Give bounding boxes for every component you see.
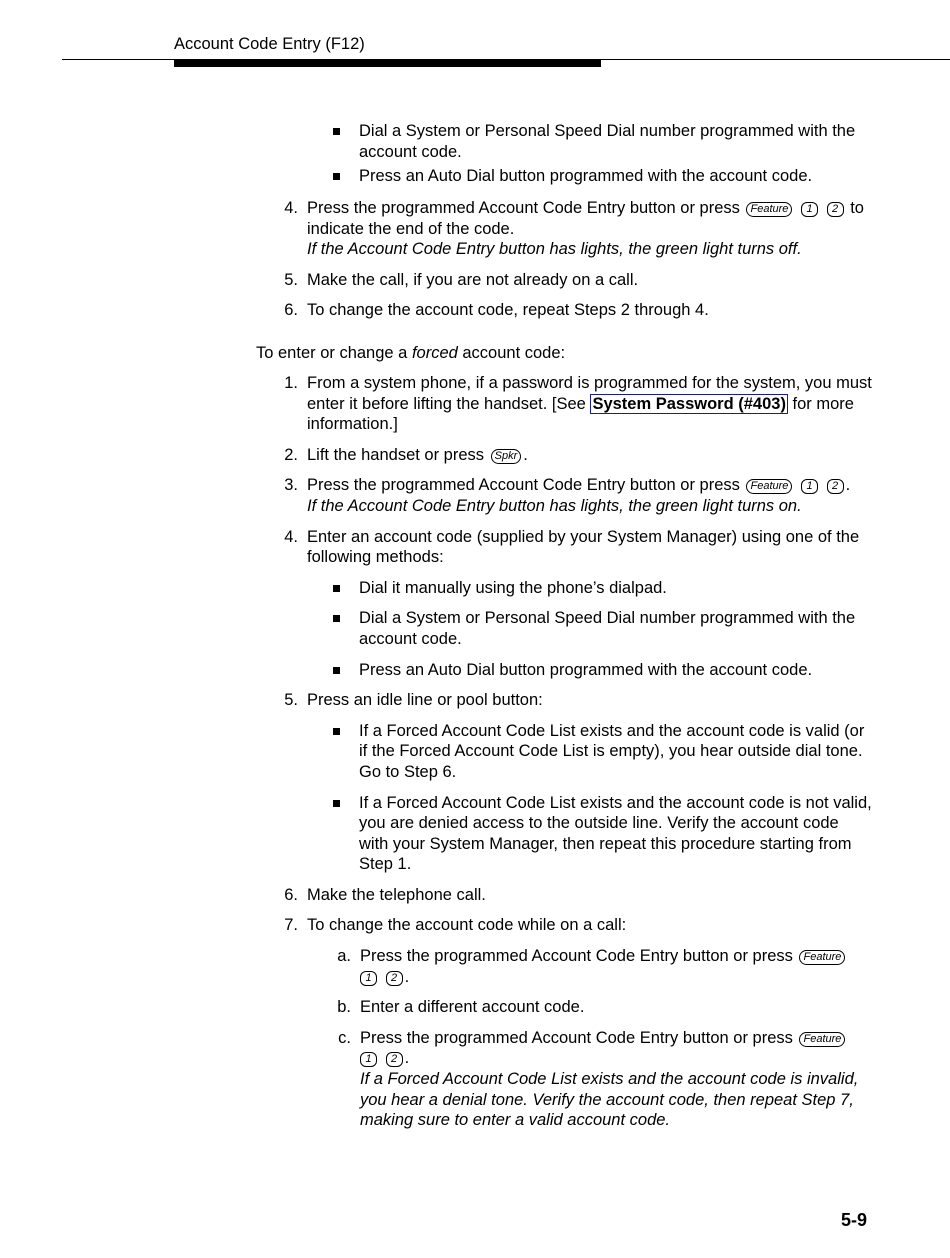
step-note: If a Forced Account Code List exists and the account code is invalid, you hear a denial tone. Verify the account code, then repeat Step 7, making sure to enter a valid account code. — [360, 1070, 859, 1130]
list-item: If a Forced Account Code List exists and the account code is not valid, you are denied access to the outside line. Verify the account code with your System Manager, then repeat this procedure starting from Step 1. — [359, 793, 872, 874]
feature-key-icon: Feature — [799, 950, 845, 965]
forced-step-6: 6. Make the telephone call. — [284, 885, 486, 904]
feature-key-icon: Feature — [746, 479, 792, 494]
digit-1-key-icon: 1 — [360, 971, 377, 986]
digit-2-key-icon: 2 — [827, 479, 844, 494]
substeps — [307, 946, 872, 1131]
top-bullets — [333, 121, 873, 187]
step-6: 6. To change the account code, repeat Steps 2 through 4. — [284, 301, 709, 320]
digit-2-key-icon: 2 — [386, 1052, 403, 1067]
forced-step-5: 5. Press an idle line or pool button: If a Forced Account Code List exists and the account code is valid (or if the Forced Account Code List is empty), you hear outside dial tone. Go to Step 6. If a Forced Account Code List exists and the account code is not valid, you are denied access to the outside line. Verify the account code with your System Manager, then repeat this procedure starting from Step 1. — [284, 691, 872, 874]
substep-b: b. Enter a different account code. — [337, 998, 585, 1017]
step-note: If the Account Code Entry button has lights, the green light turns off. — [307, 240, 802, 259]
forced-steps — [272, 373, 872, 1131]
page-number: 5-9 — [841, 1210, 868, 1230]
running-header: Account Code Entry (F12) — [174, 35, 365, 53]
list-item: Press an Auto Dial button programmed with the account code. — [359, 167, 813, 186]
digit-1-key-icon: 1 — [801, 479, 818, 494]
forced-step-7: 7. To change the account code while on a call: a. Press the programmed Account Code Entry button or press Feature 1 2 . b. Enter a different account code. c. Press the programmed Account Code Entry button or press Feature 1 2 . If a Forced Account Code List exists and the account code is invalid, you hear a denial tone. Verify the account code, then repeat Step 7, making sure to enter a valid account code. — [272, 915, 872, 1130]
digit-2-key-icon: 2 — [827, 202, 844, 217]
feature-key-icon: Feature — [746, 202, 792, 217]
substep-a: a. Press the programmed Account Code Entry button or press Feature 1 2 . — [307, 946, 872, 987]
digit-2-key-icon: 2 — [386, 971, 403, 986]
step-4-bullets — [333, 578, 872, 680]
header-bar — [174, 60, 601, 67]
feature-key-icon: Feature — [799, 1032, 845, 1047]
step-note: If the Account Code Entry button has lights, the green light turns on. — [307, 496, 802, 515]
step-4: 4. Press the programmed Account Code Entry button or press Feature 1 2 to indicate the end of the code. If the Account Code Entry button has lights, the green light turns off. — [272, 198, 872, 260]
digit-1-key-icon: 1 — [801, 202, 818, 217]
list-item: Dial a System or Personal Speed Dial number programmed with the account code. — [359, 609, 856, 648]
step-5-bullets — [333, 721, 872, 875]
digit-1-key-icon: 1 — [360, 1052, 377, 1067]
forced-step-2: 2. Lift the handset or press Spkr . — [284, 445, 528, 464]
top-steps — [272, 198, 872, 321]
forced-step-4: 4. Enter an account code (supplied by your System Manager) using one of the following methods: Dial it manually using the phone’s dialpad. Dial a System or Personal Speed Dial number programmed with the account code. Press an Auto Dial button programmed with the account code. — [272, 527, 872, 681]
forced-step-3: 3. Press the programmed Account Code Entry button or press Feature 1 2 . If the Account Code Entry button has lights, the green light turns on. — [272, 475, 872, 516]
speaker-key-icon: Spkr — [491, 449, 522, 464]
system-password-link[interactable]: System Password (#403) — [592, 394, 786, 413]
step-5: 5. Make the call, if you are not already on a call. — [284, 270, 639, 289]
forced-intro: To enter or change a forced account code: — [256, 344, 566, 362]
list-item: Press an Auto Dial button programmed with the account code. — [359, 660, 813, 679]
substep-c: c. Press the programmed Account Code Entry button or press Feature 1 2 . If a Forced Account Code List exists and the account code is invalid, you hear a denial tone. Verify the account code, then repeat Step 7, making sure to enter a valid account code. — [307, 1028, 872, 1131]
list-item: If a Forced Account Code List exists and the account code is valid (or if the Forced Account Code List is empty), you hear outside dial tone. Go to Step 6. — [359, 721, 865, 781]
list-item: Dial it manually using the phone’s dialpad. — [359, 578, 667, 597]
forced-step-1: 1. From a system phone, if a password is programmed for the system, you must enter it before lifting the handset. [See System Password (#403) for more information.] — [284, 374, 872, 434]
list-item: Dial a System or Personal Speed Dial number programmed with the account code. — [359, 122, 856, 161]
